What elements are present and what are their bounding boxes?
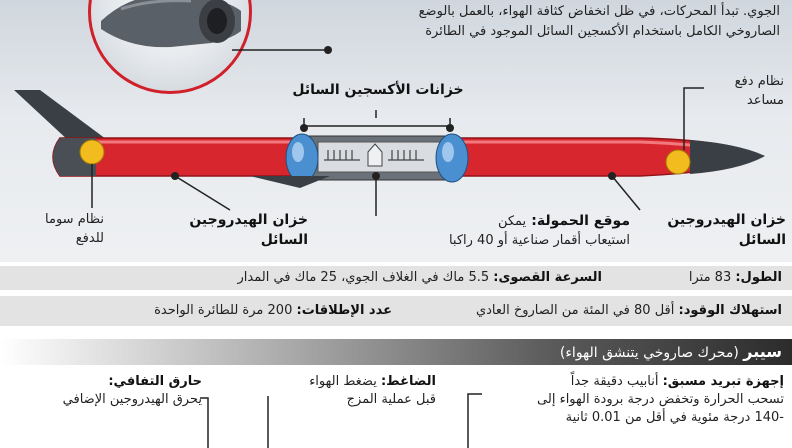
hydrogen-left-line1: خزان الهيدروجين (189, 212, 308, 228)
precooler-line1: أنابيب دقيقة جداً (570, 374, 659, 389)
sabre-system-line1: نظام سوما (45, 212, 104, 227)
burner-description (6, 373, 202, 409)
payload-text-line2: استيعاب أقمار صناعية أو 40 راكبا (448, 233, 630, 248)
stats-separator (0, 292, 792, 294)
stats-row-1 (0, 266, 792, 290)
sabre-subtitle: (محرك صاروخي يتنشق الهواء) (559, 345, 739, 361)
compressor-title: الضاغط: (380, 374, 436, 389)
hydrogen-right-line2: السائل (738, 232, 786, 248)
payload-label (380, 210, 630, 250)
stats-row-2 (0, 296, 792, 326)
sabre-system-line2: للدفع (75, 231, 104, 246)
leader-hydrogen-right (612, 176, 640, 210)
stat-fuel (476, 300, 782, 322)
oxygen-bracket (304, 118, 450, 126)
payload-text-line1: يمكن (497, 214, 527, 229)
stat-speed-label: السرعة القصوى: (493, 270, 602, 285)
stat-launches (154, 300, 392, 322)
nose-cone (690, 140, 765, 174)
sabre-header-bar (0, 339, 792, 365)
hydrogen-tank-right-label (640, 210, 786, 250)
stat-fuel-value: أقل 80 في المئة من الصاروخ العادي (475, 303, 675, 318)
closeup-leader-line (232, 44, 332, 56)
stat-length-label: الطول: (735, 270, 782, 285)
precooler-description (454, 373, 784, 427)
aux-propulsion-line2: مساعد (746, 93, 784, 108)
burner-leader (198, 396, 214, 448)
sabre-name: سيبر (743, 342, 782, 361)
aux-engine-right (666, 150, 690, 174)
leader-hydrogen-left (175, 176, 230, 210)
aux-propulsion-label (700, 72, 784, 110)
stat-speed (238, 267, 602, 289)
precooler-leader (464, 392, 484, 448)
stat-speed-value: 5.5 ماك في الغلاف الجوي، 25 ماك في المدار (237, 270, 490, 285)
hydrogen-right-line1: خزان الهيدروجين (667, 212, 786, 228)
stat-fuel-label: استهلاك الوقود: (678, 303, 782, 318)
hydrogen-tank-left-label (168, 210, 308, 250)
top-description-line1: الجوي. تبدأ المحركات، في ظل انخفاض كثافة الهواء، بالعمل بالوضع (418, 4, 780, 19)
compressor-line1: يضغط الهواء (309, 374, 377, 389)
sabre-title (560, 339, 782, 366)
stat-launches-value: 200 مرة للطائرة الواحدة (154, 303, 293, 318)
stat-launches-label: عدد الإطلاقات: (296, 303, 392, 318)
aux-propulsion-line1: نظام دفع (734, 74, 784, 89)
sabre-engine-left (80, 140, 104, 164)
hydrogen-left-line2: السائل (260, 232, 308, 248)
spaceplane-diagram (0, 80, 792, 220)
stat-length-value: 83 مترا (688, 270, 732, 285)
precooler-line2: تسحب الحرارة وتخفض درجة برودة الهواء إلى (537, 392, 784, 407)
precooler-title: إجهزة تبريد مسبق: (662, 374, 784, 389)
burner-title: حارق التفافي: (108, 374, 202, 389)
precooler-line3: -140 درجة مئوية في أقل من 0.01 ثانية (565, 410, 784, 425)
top-description (340, 2, 780, 42)
compressor-leader (262, 396, 274, 448)
sabre-system-label (8, 210, 104, 248)
tail-fin (14, 90, 110, 142)
top-description-line2: الصاروخي الكامل باستخدام الأكسجين السائل الموجود في الطائرة (425, 24, 780, 39)
burner-line1: يحرق الهيدروجين الإضافي (62, 392, 202, 407)
payload-title: موقع الحمولة: (531, 213, 630, 229)
compressor-line2: قبل عملية المزج (346, 392, 436, 407)
compressor-description (266, 373, 436, 409)
stat-length (689, 267, 782, 289)
oxygen-tanks-label: خزانات الأكسجين السائل (292, 82, 464, 98)
